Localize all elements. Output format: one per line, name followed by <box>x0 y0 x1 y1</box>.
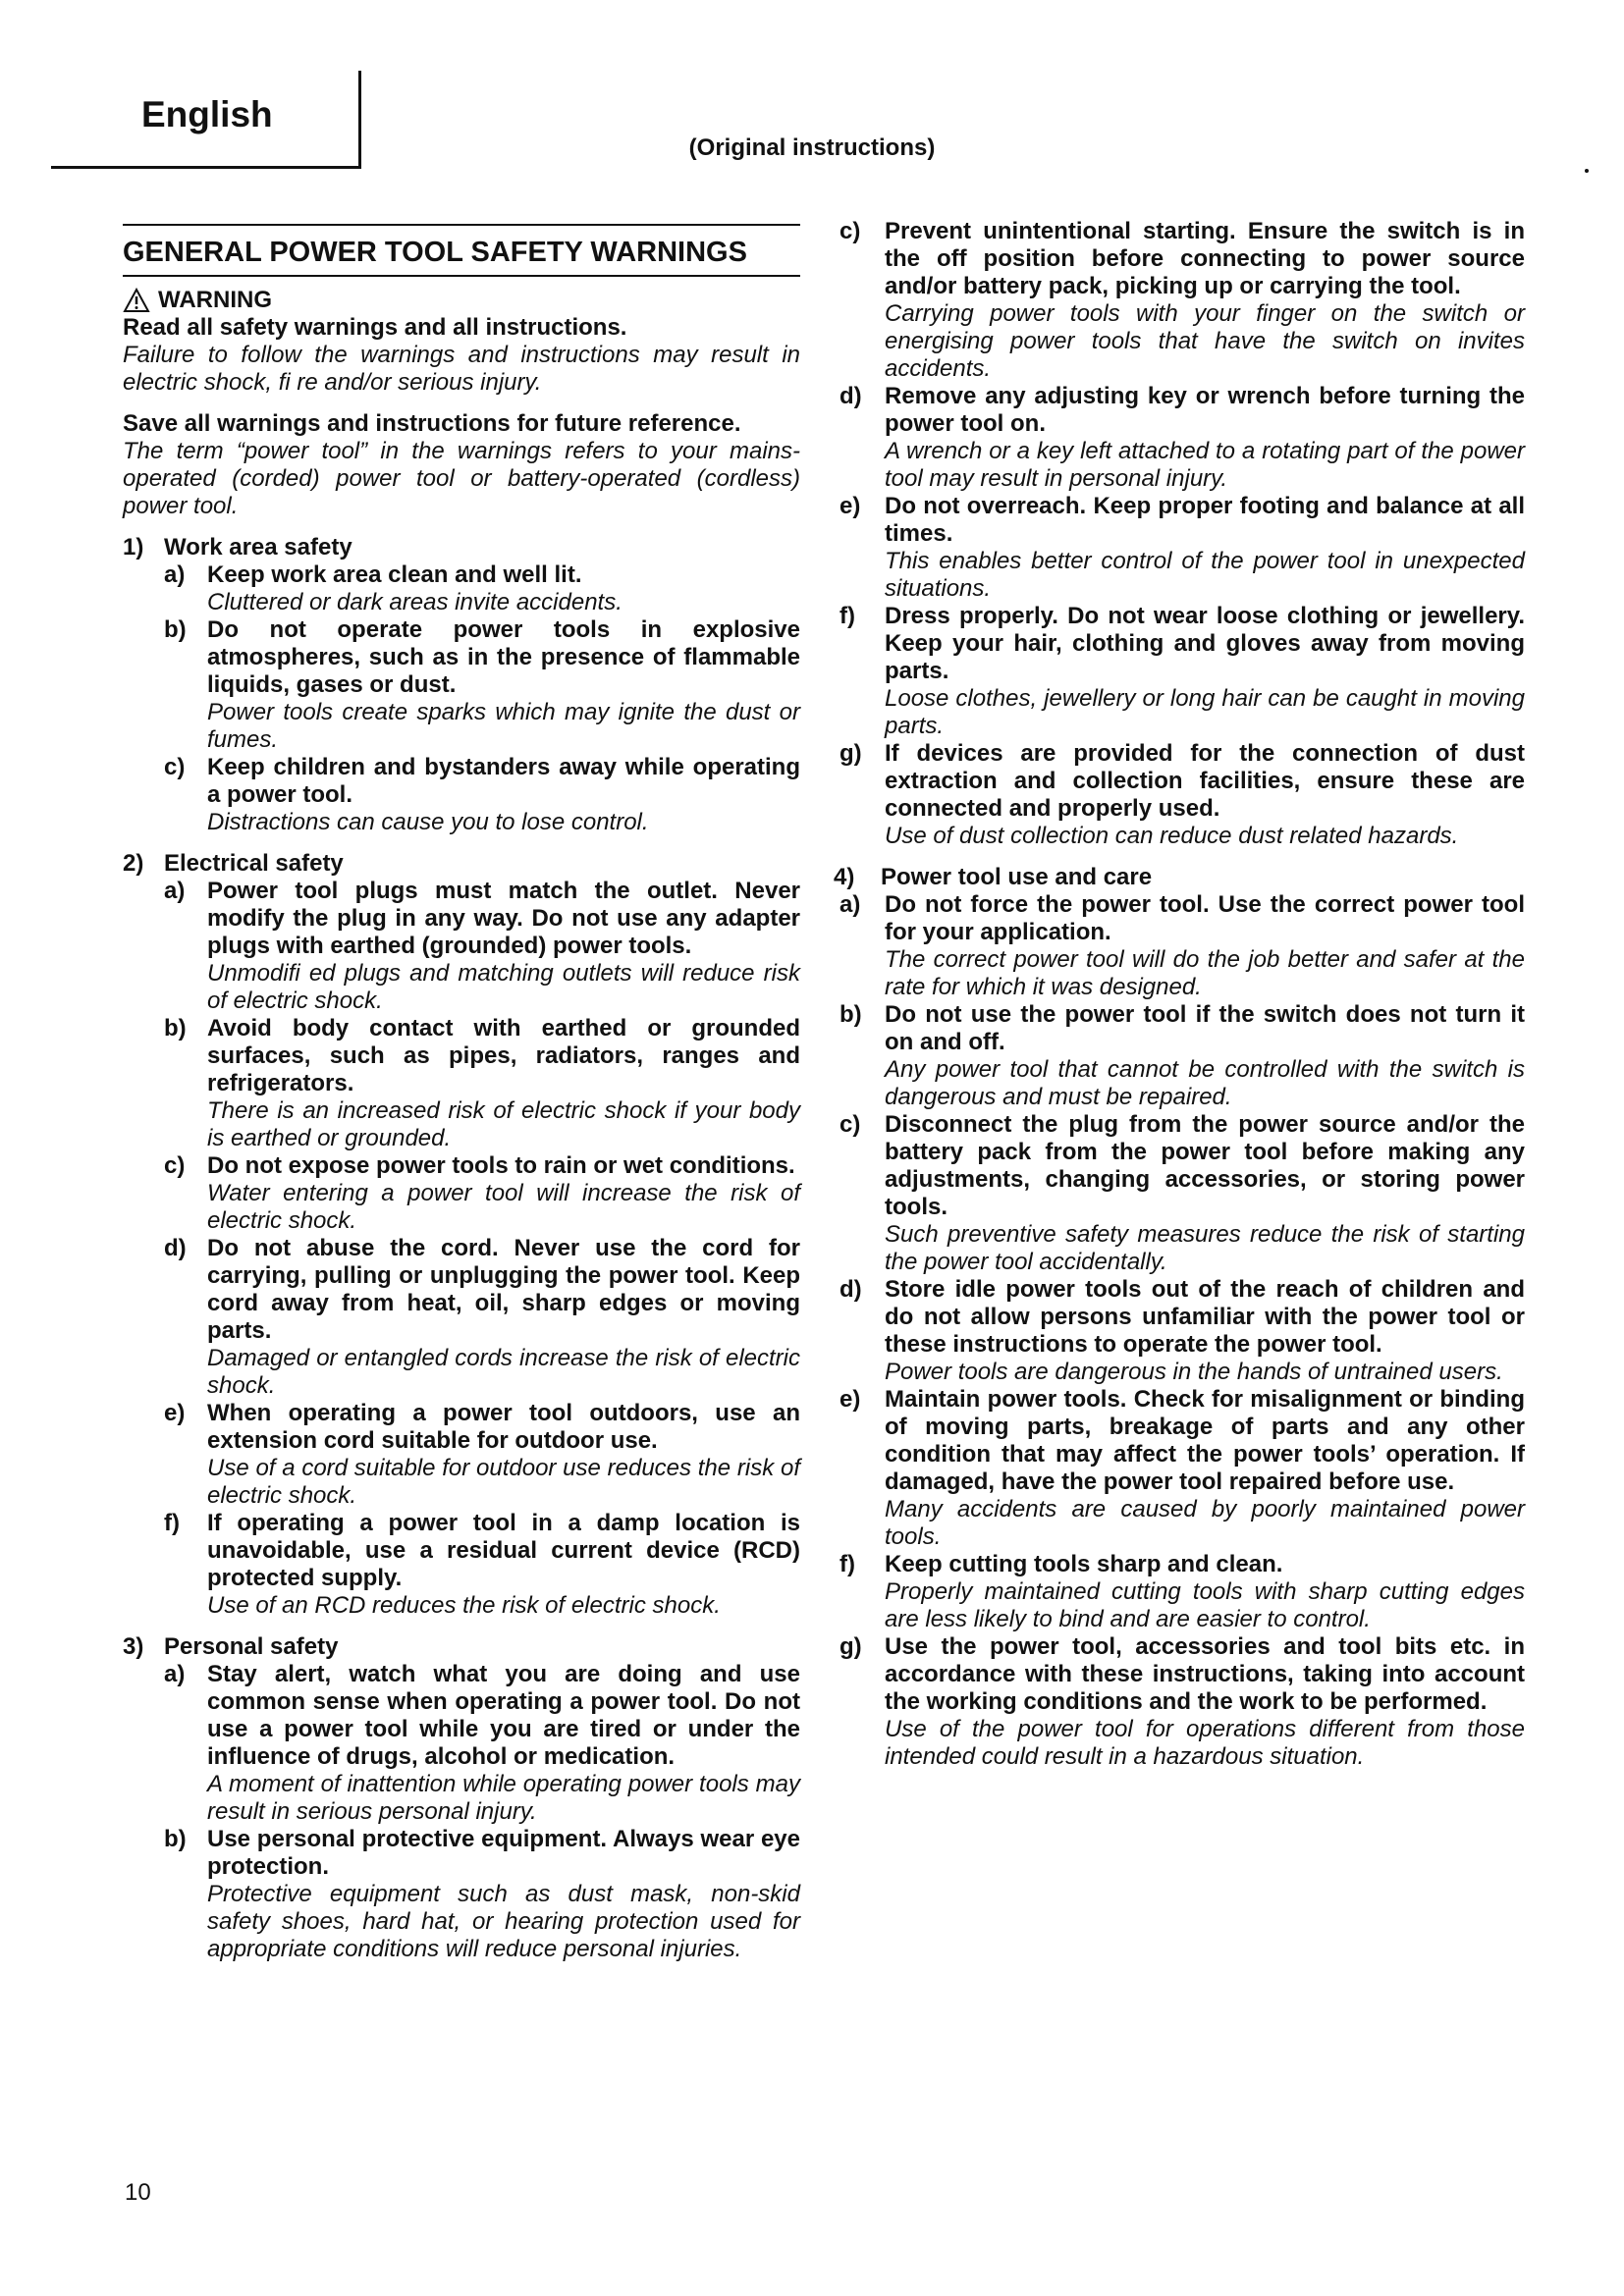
item-instruction: Disconnect the plug from the power source and/or the battery pack from the power tool before making any adjustments, changing accessories, or storing power tools. <box>885 1111 1525 1220</box>
list-item <box>164 878 800 1015</box>
item-instruction: Prevent unintentional starting. Ensure the switch is in the off position before connecting to power source and/or battery pack, picking up or carrying the tool. <box>885 218 1525 299</box>
item-explanation: Such preventive safety measures reduce the risk of starting the power tool accidentally. <box>885 1221 1525 1275</box>
section-number: 4) <box>834 864 855 890</box>
list-item <box>164 754 800 836</box>
item-label: f) <box>839 1551 855 1577</box>
list-item <box>839 1633 1525 1771</box>
list-item <box>839 1111 1525 1276</box>
item-explanation: Power tools are dangerous in the hands of untrained users. <box>885 1359 1503 1385</box>
section-title: Work area safety <box>164 534 352 561</box>
list-item <box>164 616 800 754</box>
warning-triangle-icon <box>123 288 150 313</box>
item-explanation: Use of a cord suitable for outdoor use reduces the risk of electric shock. <box>207 1455 800 1509</box>
item-instruction: Do not abuse the cord. Never use the cord for carrying, pulling or unplugging the power tool. Keep cord away from heat, oil, sharp edges or moving parts. <box>207 1235 800 1344</box>
list-item <box>164 1400 800 1510</box>
item-explanation: Power tools create sparks which may ignite the dust or fumes. <box>207 699 800 753</box>
item-instruction: Dress properly. Do not wear loose clothing or jewellery. Keep your hair, clothing and gloves away from moving parts. <box>885 603 1525 684</box>
failure-text: Failure to follow the warnings and instructions may result in electric shock, fi re and/or serious injury. <box>123 342 800 396</box>
item-explanation: Cluttered or dark areas invite accidents. <box>207 589 623 615</box>
item-instruction: If devices are provided for the connection of dust extraction and collection facilities, ensure these are connected and properly used. <box>885 740 1525 822</box>
item-explanation: Use of the power tool for operations different from those intended could result in a hazardous situation. <box>885 1716 1525 1770</box>
list-item <box>839 740 1525 850</box>
list-item <box>164 1152 800 1235</box>
section-work-area <box>123 534 800 561</box>
list-item <box>164 1510 800 1620</box>
item-label: e) <box>164 1400 186 1426</box>
item-label: d) <box>164 1235 187 1261</box>
item-instruction: Do not use the power tool if the switch does not turn it on and off. <box>885 1001 1525 1055</box>
item-label: d) <box>839 383 862 409</box>
item-explanation: Use of dust collection can reduce dust related hazards. <box>885 823 1459 849</box>
section-title: Power tool use and care <box>881 864 1153 890</box>
item-explanation: Damaged or entangled cords increase the risk of electric shock. <box>207 1345 800 1399</box>
list-item <box>839 1551 1525 1633</box>
item-instruction: Keep work area clean and well lit. <box>207 561 582 588</box>
item-explanation: Use of an RCD reduces the risk of electric shock. <box>207 1592 721 1619</box>
section-title: Personal safety <box>164 1633 339 1660</box>
warning-label: WARNING <box>158 287 272 313</box>
item-label: b) <box>839 1001 862 1028</box>
item-label: b) <box>164 1015 187 1041</box>
item-label: a) <box>839 891 861 918</box>
item-instruction: Do not expose power tools to rain or wet conditions. <box>207 1152 795 1179</box>
item-instruction: Do not overreach. Keep proper footing and balance at all times. <box>885 493 1525 547</box>
item-explanation: Distractions can cause you to lose control. <box>207 809 649 835</box>
section-number: 1) <box>123 534 144 561</box>
list-item <box>839 1386 1525 1551</box>
page-number: 10 <box>125 2179 151 2206</box>
item-label: g) <box>839 1633 862 1660</box>
item-explanation: Properly maintained cutting tools with sharp cutting edges are less likely to bind and are easier to control. <box>885 1578 1525 1632</box>
language-label: English <box>141 94 273 134</box>
item-label: b) <box>164 616 187 643</box>
item-instruction: Remove any adjusting key or wrench before turning the power tool on. <box>885 383 1525 437</box>
section-tool-use <box>834 864 1525 891</box>
item-label: e) <box>839 493 861 519</box>
item-instruction: When operating a power tool outdoors, use an extension cord suitable for outdoor use. <box>207 1400 800 1454</box>
item-label: g) <box>839 740 862 767</box>
item-label: a) <box>164 1661 186 1687</box>
section-title: Electrical safety <box>164 850 344 877</box>
item-instruction: Keep children and bystanders away while operating a power tool. <box>207 754 800 808</box>
stray-dot <box>1585 169 1589 173</box>
item-explanation: There is an increased risk of electric shock if your body is earthed or grounded. <box>207 1097 800 1151</box>
list-item <box>839 383 1525 493</box>
item-explanation: Any power tool that cannot be controlled with the switch is dangerous and must be repaired. <box>885 1056 1525 1110</box>
section-personal <box>123 1633 800 1661</box>
item-instruction: Avoid body contact with earthed or grounded surfaces, such as pipes, radiators, ranges and refrigerators. <box>207 1015 800 1096</box>
list-item <box>839 891 1525 1001</box>
item-label: c) <box>839 218 861 244</box>
item-instruction: Keep cutting tools sharp and clean. <box>885 1551 1283 1577</box>
term-definition: The term “power tool” in the warnings refers to your mains-operated (corded) power tool or battery-operated (cordless) power tool. <box>123 438 800 519</box>
item-explanation: The correct power tool will do the job better and safer at the rate for which it was designed. <box>885 946 1525 1000</box>
item-explanation: Unmodifi ed plugs and matching outlets will reduce risk of electric shock. <box>207 960 800 1014</box>
item-label: c) <box>839 1111 861 1138</box>
item-label: f) <box>839 603 855 629</box>
page-title: GENERAL POWER TOOL SAFETY WARNINGS <box>123 224 800 277</box>
item-label: f) <box>164 1510 180 1536</box>
list-item <box>164 1015 800 1152</box>
warning-line <box>123 287 800 314</box>
item-instruction: Do not force the power tool. Use the correct power tool for your application. <box>885 891 1525 945</box>
item-explanation: Carrying power tools with your finger on the switch or energising power tools that have the switch on invites accidents. <box>885 300 1525 382</box>
list-item <box>839 603 1525 740</box>
list-item <box>164 1826 800 1963</box>
item-instruction: Store idle power tools out of the reach of children and do not allow persons unfamiliar with the power tool or these instructions to operate the power tool. <box>885 1276 1525 1358</box>
item-instruction: Maintain power tools. Check for misalignment or binding of moving parts, breakage of parts and any other condition that may affect the power tools’ operation. If damaged, have the power tool repaired before use. <box>885 1386 1525 1495</box>
list-item <box>164 1235 800 1400</box>
item-label: c) <box>164 1152 186 1179</box>
item-instruction: Do not operate power tools in explosive atmospheres, such as in the presence of flammable liquids, gases or dust. <box>207 616 800 698</box>
original-instructions-label: (Original instructions) <box>688 134 936 161</box>
item-label: c) <box>164 754 186 780</box>
save-warnings: Save all warnings and instructions for future reference. <box>123 410 741 437</box>
item-explanation: A wrench or a key left attached to a rotating part of the power tool may result in personal injury. <box>885 438 1525 492</box>
item-explanation: Loose clothes, jewellery or long hair can be caught in moving parts. <box>885 685 1525 739</box>
item-explanation: Many accidents are caused by poorly maintained power tools. <box>885 1496 1525 1550</box>
item-explanation: This enables better control of the power tool in unexpected situations. <box>885 548 1525 602</box>
list-item <box>839 1276 1525 1386</box>
item-label: b) <box>164 1826 187 1852</box>
item-label: e) <box>839 1386 861 1413</box>
item-explanation: Water entering a power tool will increase the risk of electric shock. <box>207 1180 800 1234</box>
section-electrical <box>123 850 800 878</box>
list-item <box>839 1001 1525 1111</box>
item-instruction: Stay alert, watch what you are doing and use common sense when operating a power tool. Do not use a power tool while you are tired or under the influence of drugs, alcohol or medication. <box>207 1661 800 1770</box>
section-number: 2) <box>123 850 144 877</box>
item-label: a) <box>164 561 186 588</box>
item-instruction: If operating a power tool in a damp location is unavoidable, use a residual current device (RCD) protected supply. <box>207 1510 800 1591</box>
item-instruction: Use the power tool, accessories and tool bits etc. in accordance with these instructions, taking into account the working conditions and the work to be performed. <box>885 1633 1525 1715</box>
item-instruction: Power tool plugs must match the outlet. Never modify the plug in any way. Do not use any adapter plugs with earthed (grounded) power tools. <box>207 878 800 959</box>
right-column <box>834 218 1525 1771</box>
list-item <box>839 493 1525 603</box>
item-explanation: Protective equipment such as dust mask, non-skid safety shoes, hard hat, or hearing protection used for appropriate conditions will reduce personal injuries. <box>207 1881 800 1962</box>
section-number: 3) <box>123 1633 144 1660</box>
list-item <box>839 218 1525 383</box>
item-label: d) <box>839 1276 862 1303</box>
list-item <box>164 1661 800 1826</box>
left-column <box>123 218 800 1963</box>
list-item <box>164 561 800 616</box>
item-label: a) <box>164 878 186 904</box>
item-explanation: A moment of inattention while operating power tools may result in serious personal injury. <box>207 1771 800 1825</box>
item-instruction: Use personal protective equipment. Always wear eye protection. <box>207 1826 800 1880</box>
read-all-warnings: Read all safety warnings and all instructions. <box>123 314 627 341</box>
